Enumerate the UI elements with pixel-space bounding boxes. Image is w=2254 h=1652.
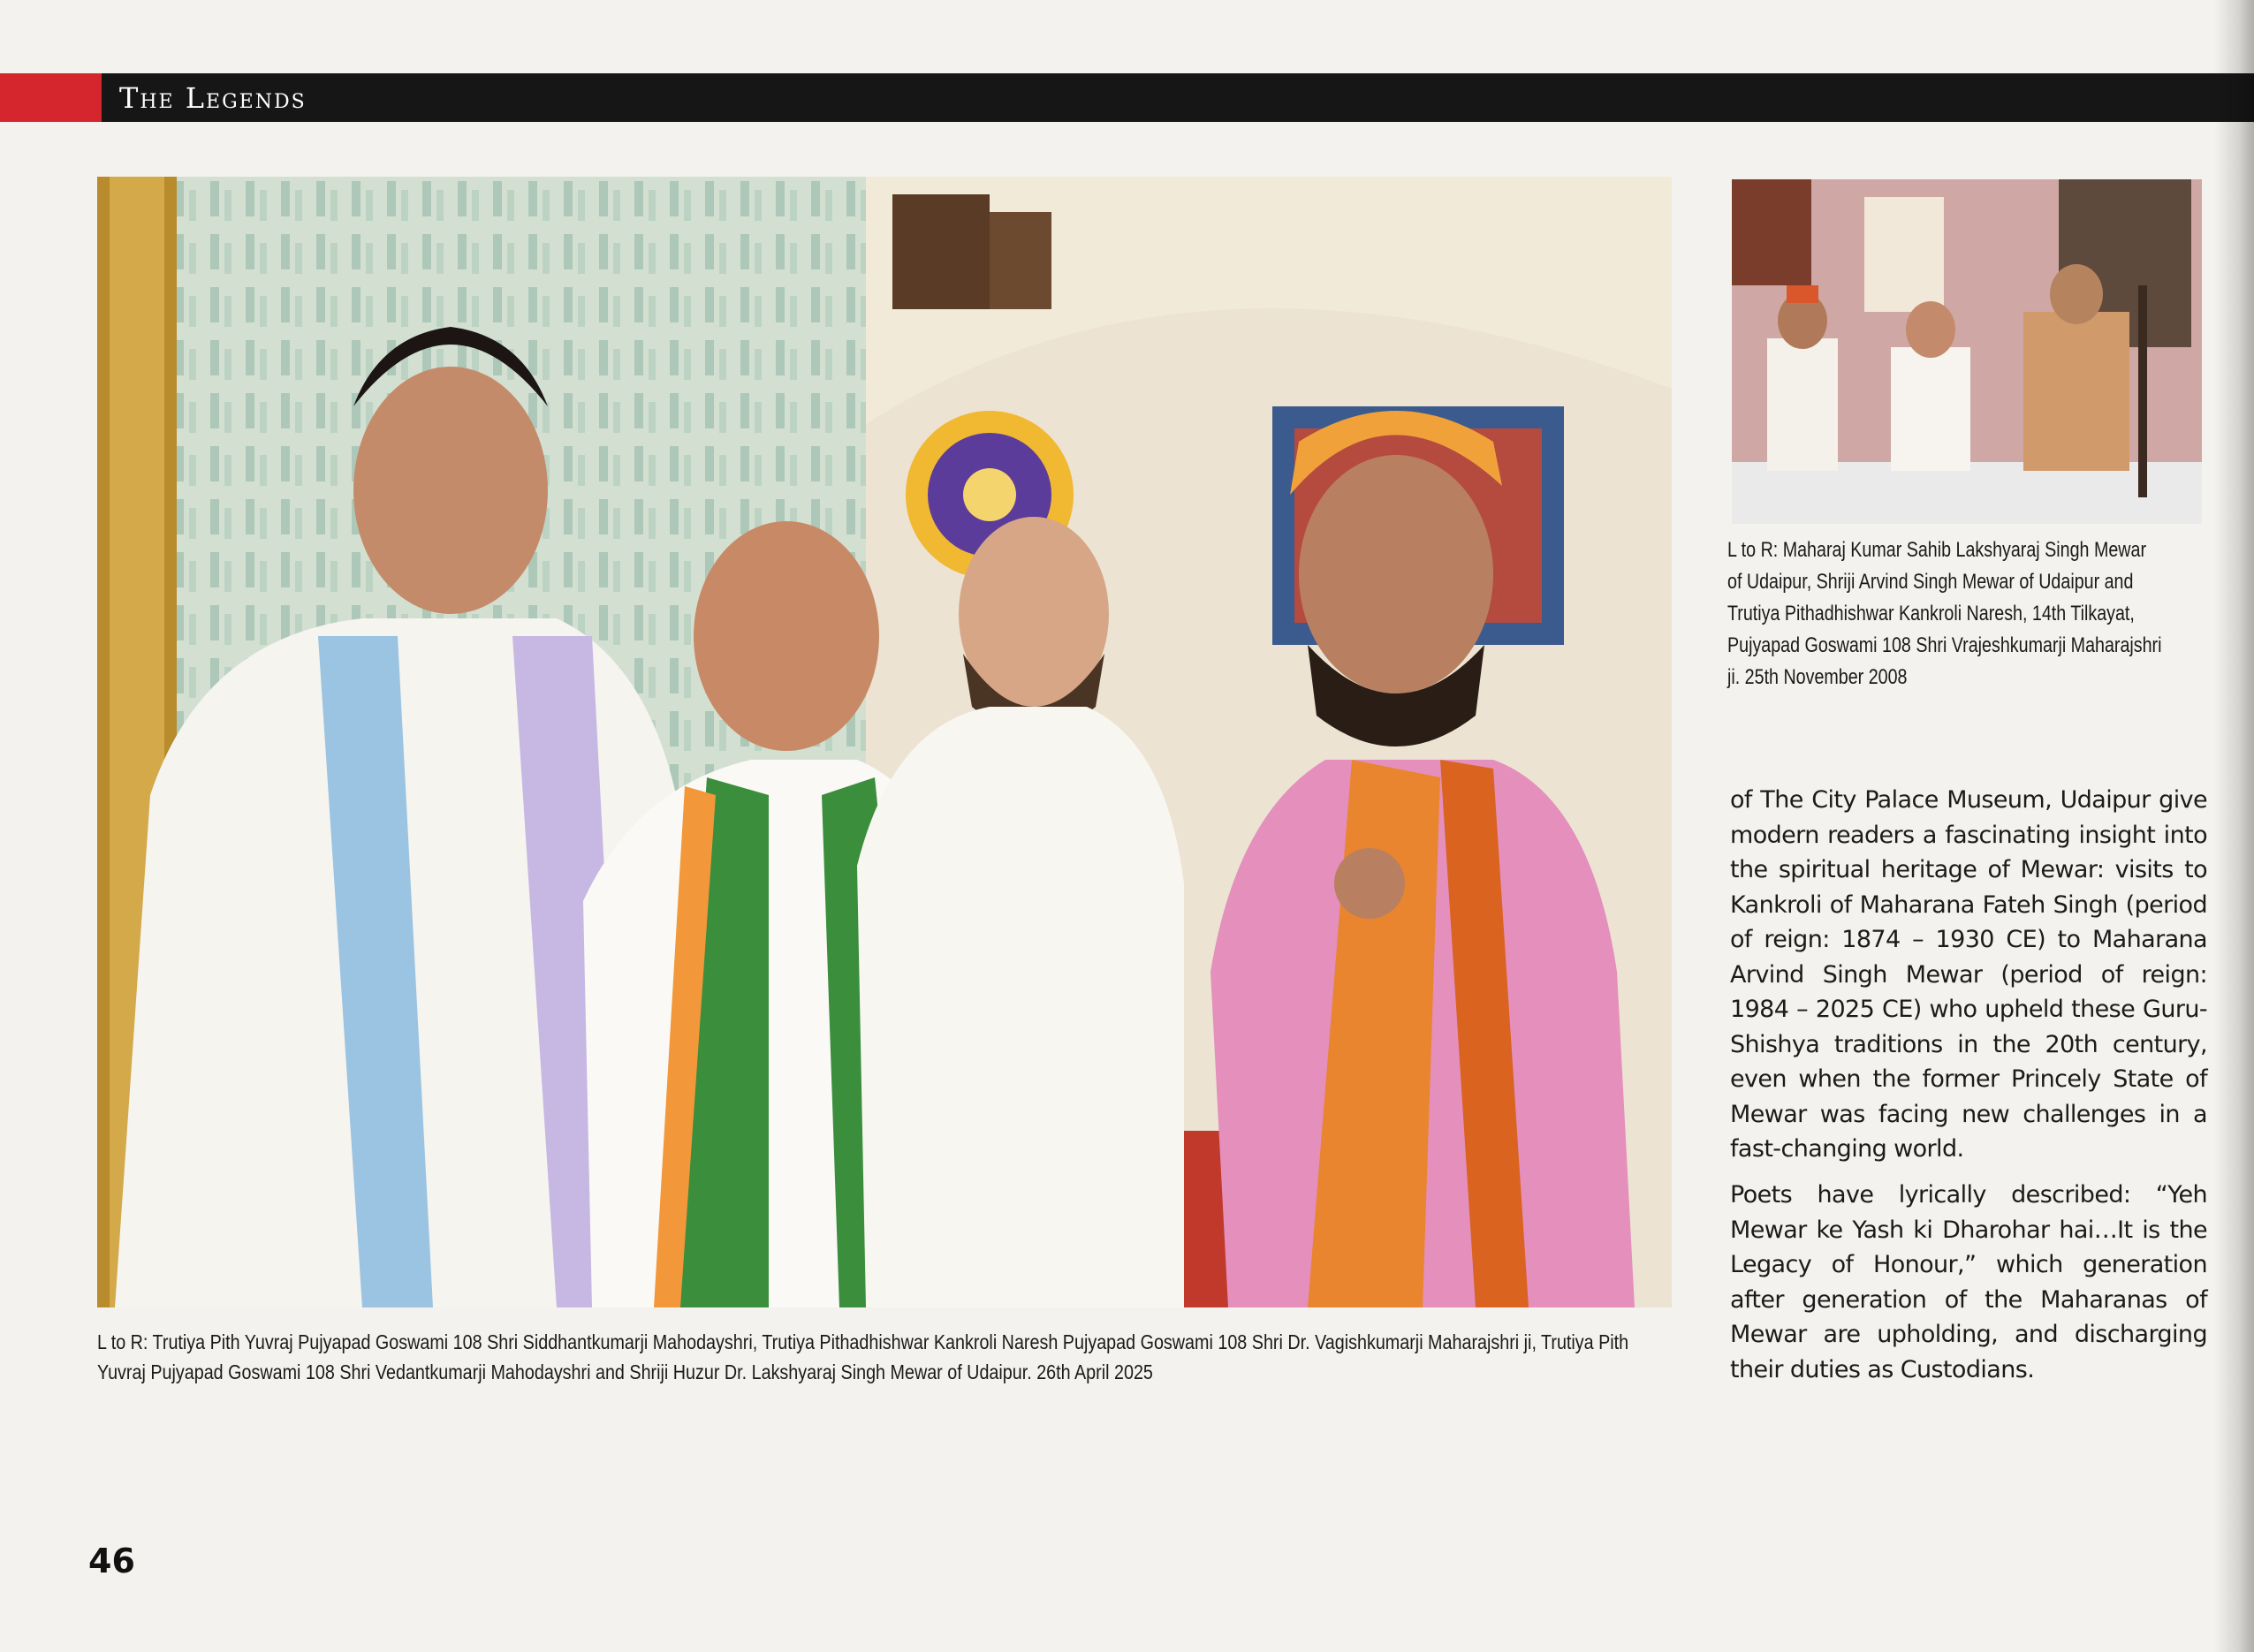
main-photo-illustration [97,177,1672,1307]
header-accent-block [0,73,102,122]
small-photo-caption: L to R: Maharaj Kumar Sahib Lakshyaraj Singh Mewar of Udaipur, Shriji Arvind Singh Mewar of Udaipur and Trutiya Pithadhishwar Kankroli Naresh, 14th Tilkayat, Pujyapad Goswami 108 Shri Vrajeshkumarji Maharajshri ji. 25th November 2008 [1727,538,2162,689]
small-photo [1732,179,2202,524]
page-number: 46 [88,1542,135,1580]
small-photo-illustration [1732,179,2202,524]
main-photo-caption: L to R: Trutiya Pith Yuvraj Pujyapad Goswami 108 Shri Siddhantkumarji Mahodayshri, Trutiya Pithadhishwar Kankroli Naresh Pujyapad Goswami 108 Shri Dr. Vagishkumarji Maharajshri ji, Trutiya Pith Yuvraj Pujyapad Goswami 108 Shri Vedantkumarji Mahodayshri and Shriji Huzur Dr. Lakshyaraj Singh Mewar of Udaipur. 26th April 2025 [97,1330,1629,1383]
body-paragraph: of The City Palace Museum, Udaipur give modern readers a fascinating insight into the spiritual heritage of Mewar: visits to Kankroli of Maharana Fateh Singh (period of reign: 1874 – 1930 CE) to Maharana Arvind Singh Mewar (period of reign: 1984 – 2025 CE) who upheld these Guru-Shishya traditions in the 20th century, even when the former Princely State of Mewar was facing new challenges in a fast-changing world. [1730,786,2207,1163]
section-header-bar [102,73,2254,122]
section-title: The Legends [119,81,307,115]
page-spine-shadow [2214,0,2254,1652]
body-paragraph: Poets have lyrically described: “Yeh Mewar ke Yash ki Dharohar hai…It is the Legacy of Honour,” which generation after generation of the Maharanas of Mewar are upholding, and discharging their duties as Custodians. [1730,1181,2207,1383]
main-photo [97,177,1672,1307]
